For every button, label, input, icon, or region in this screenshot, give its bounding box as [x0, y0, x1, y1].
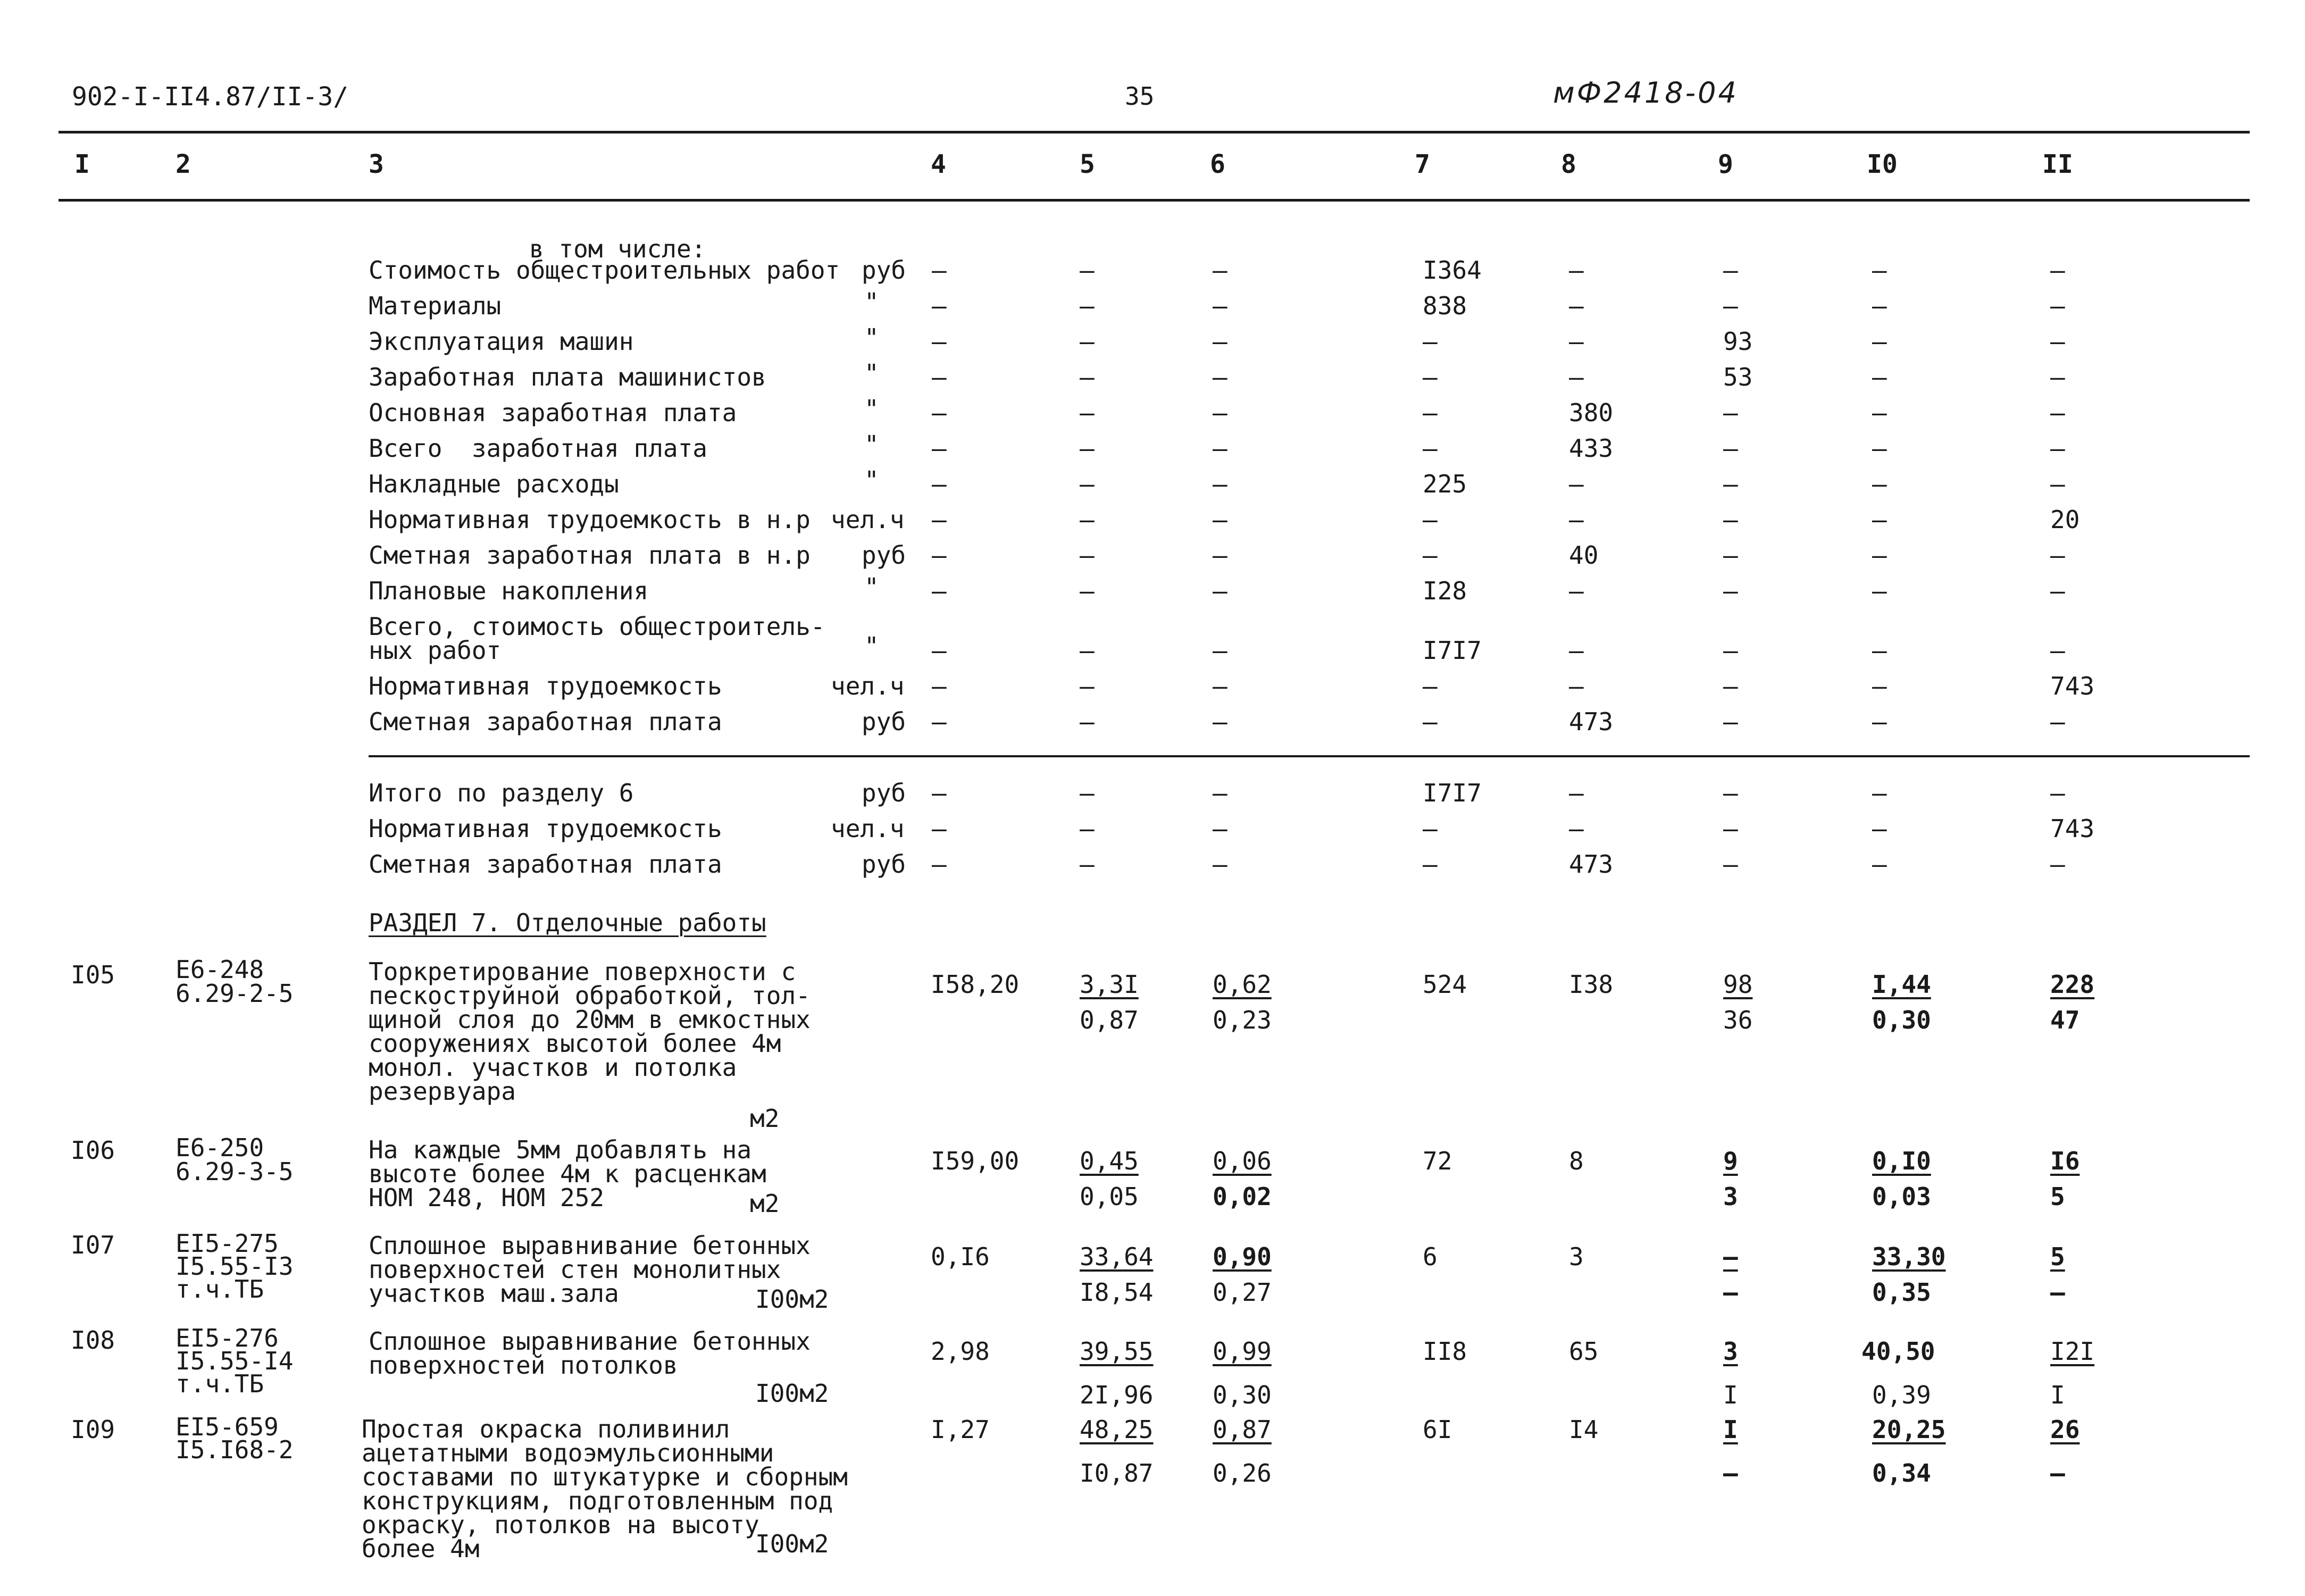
- item-unit: м2: [750, 1189, 780, 1218]
- cell-c6: –: [1213, 541, 1227, 570]
- cell-c10-top: 40,50: [1861, 1337, 1935, 1366]
- item-code: ЕI5-276: [176, 1324, 279, 1352]
- cell-c6-top: 0,87: [1213, 1415, 1272, 1444]
- row-unit: руб: [862, 850, 906, 879]
- item-code: ЕI5-659: [176, 1413, 279, 1441]
- col-header-5: 5: [1080, 149, 1095, 179]
- cell-c7: –: [1423, 707, 1438, 736]
- cell-c8: –: [1569, 672, 1584, 700]
- cell-c7: 524: [1423, 970, 1467, 999]
- cell-c5-top: 48,25: [1080, 1415, 1154, 1444]
- cell-c7: –: [1423, 850, 1438, 879]
- cell-c8: –: [1569, 470, 1584, 498]
- cell-c4: –: [932, 636, 947, 665]
- cell-c11: –: [2050, 398, 2065, 427]
- cell-c7: –: [1423, 672, 1438, 700]
- cell-c10: –: [1872, 636, 1887, 665]
- cell-c6: –: [1213, 779, 1227, 807]
- cell-c10: –: [1872, 779, 1887, 807]
- cell-c6: –: [1213, 363, 1227, 391]
- row-label: Основная заработная плата: [369, 398, 737, 427]
- cell-c7: –: [1423, 363, 1438, 391]
- item-unit: м2: [750, 1104, 780, 1133]
- cell-c5: –: [1080, 398, 1095, 427]
- cell-c7: –: [1423, 398, 1438, 427]
- cell-c9: –: [1723, 707, 1738, 736]
- cell-c10-top: 20,25: [1872, 1415, 1946, 1444]
- item-code-ref: 6.29-3-5: [176, 1157, 294, 1186]
- cell-c9-top: –: [1723, 1242, 1738, 1271]
- cell-c8: 40: [1569, 541, 1599, 570]
- cell-c5: –: [1080, 470, 1095, 498]
- row-unit: руб: [862, 541, 906, 570]
- cell-c9: –: [1723, 291, 1738, 320]
- cell-c11: –: [2050, 850, 2065, 879]
- row-unit: ": [864, 632, 879, 661]
- cell-c10-top: I,44: [1872, 970, 1931, 999]
- row-unit: руб: [862, 707, 906, 736]
- cell-c11: 743: [2050, 814, 2095, 843]
- cell-c11-bottom: I: [2050, 1381, 2065, 1409]
- cell-c4: –: [932, 505, 947, 534]
- cell-c5: –: [1080, 636, 1095, 665]
- cell-c9: –: [1723, 470, 1738, 498]
- cell-c6: –: [1213, 256, 1227, 285]
- cell-c7: 72: [1423, 1147, 1452, 1175]
- cell-c6: –: [1213, 434, 1227, 463]
- cell-c6-bottom: 0,27: [1213, 1278, 1272, 1307]
- cell-c9: 53: [1723, 363, 1753, 391]
- row-unit: ": [864, 359, 879, 388]
- cell-c6: –: [1213, 576, 1227, 605]
- cell-c4: –: [932, 850, 947, 879]
- cell-c9-bottom: –: [1723, 1459, 1738, 1488]
- cell-c7: –: [1423, 505, 1438, 534]
- item-code-ref: I5.55-I4: [176, 1347, 294, 1375]
- section-title: РАЗДЕЛ 7. Отделочные работы: [369, 908, 766, 937]
- item-number: I06: [71, 1136, 115, 1165]
- cell-c6: –: [1213, 850, 1227, 879]
- cell-c5-top: 0,45: [1080, 1147, 1139, 1175]
- cell-c10-top: 0,I0: [1872, 1147, 1931, 1175]
- cell-c6-top: 0,99: [1213, 1337, 1272, 1366]
- cell-c6-top: 0,62: [1213, 970, 1272, 999]
- header-top-rule: [59, 131, 2250, 133]
- cell-c8: 473: [1569, 707, 1614, 736]
- item-number: I07: [71, 1231, 115, 1259]
- cell-c9: –: [1723, 779, 1738, 807]
- cell-c11: –: [2050, 291, 2065, 320]
- cell-c8: –: [1569, 291, 1584, 320]
- handwritten-stamp: мФ2418-04: [1553, 76, 1739, 110]
- cell-c7: –: [1423, 814, 1438, 843]
- cell-c6-bottom: 0,26: [1213, 1459, 1272, 1488]
- row-label: Сметная заработная плата в н.р: [369, 541, 811, 570]
- col-header-9: 9: [1718, 149, 1733, 179]
- cell-c5: –: [1080, 779, 1095, 807]
- row-label: Всего заработная плата: [369, 434, 707, 463]
- cell-c11-top: I2I: [2050, 1337, 2095, 1366]
- cell-c4: –: [932, 541, 947, 570]
- cell-c10: –: [1872, 256, 1887, 285]
- col-header-3: 3: [369, 149, 384, 179]
- row-label-line1: Всего, стоимость общестроитель-: [369, 612, 825, 641]
- cell-c11: 743: [2050, 672, 2095, 700]
- cell-c11-top: 5: [2050, 1242, 2065, 1271]
- cell-c9: –: [1723, 256, 1738, 285]
- cell-c9-bottom: –: [1723, 1278, 1738, 1307]
- cell-c7: 6: [1423, 1242, 1438, 1271]
- row-label: Сметная заработная плата: [369, 850, 722, 879]
- item-description: Сплошное выравнивание бетонных поверхностей стен монолитных участков маш.зала: [369, 1231, 811, 1308]
- cell-c6-top: 0,06: [1213, 1147, 1272, 1175]
- cell-c4: –: [932, 327, 947, 356]
- cell-c7: II8: [1423, 1337, 1467, 1366]
- cell-c8: –: [1569, 327, 1584, 356]
- cell-c11-bottom: 47: [2050, 1006, 2080, 1034]
- cell-c6-bottom: 0,30: [1213, 1381, 1272, 1409]
- cell-c8: –: [1569, 505, 1584, 534]
- cell-c8: –: [1569, 576, 1584, 605]
- cell-c9-bottom: 36: [1723, 1006, 1753, 1034]
- cell-c10: –: [1872, 291, 1887, 320]
- cell-c6-bottom: 0,23: [1213, 1006, 1272, 1034]
- cell-c4: –: [932, 256, 947, 285]
- cell-c11: –: [2050, 434, 2065, 463]
- cell-c10-top: 33,30: [1872, 1242, 1946, 1271]
- cell-c11: 20: [2050, 505, 2080, 534]
- cell-c11: –: [2050, 779, 2065, 807]
- cell-c4: –: [932, 779, 947, 807]
- cell-c10: –: [1872, 814, 1887, 843]
- cell-c6: –: [1213, 636, 1227, 665]
- item-quantity: I59,00: [931, 1147, 1020, 1175]
- cell-c11: –: [2050, 327, 2065, 356]
- col-header-6: 6: [1210, 149, 1225, 179]
- cell-c5-bottom: 0,05: [1080, 1182, 1139, 1211]
- cell-c7: 6I: [1423, 1415, 1452, 1444]
- cell-c5: –: [1080, 327, 1095, 356]
- item-code-ref: I5.I68-2: [176, 1435, 294, 1464]
- row-unit: ": [864, 430, 879, 459]
- cell-c8: –: [1569, 636, 1584, 665]
- page-number: 35: [1125, 82, 1155, 111]
- cell-c4: –: [932, 398, 947, 427]
- cell-c5: –: [1080, 707, 1095, 736]
- cell-c6-bottom: 0,02: [1213, 1182, 1272, 1211]
- col-header-11: II: [2042, 149, 2073, 179]
- row-label: Накладные расходы: [369, 470, 619, 498]
- cell-c11-bottom: –: [2050, 1278, 2065, 1307]
- cell-c6: –: [1213, 814, 1227, 843]
- row-label: Эксплуатация машин: [369, 327, 634, 356]
- cell-c9: –: [1723, 398, 1738, 427]
- item-code-note: т.ч.ТБ: [176, 1369, 264, 1398]
- cell-c11: –: [2050, 636, 2065, 665]
- section-divider: [369, 755, 2250, 757]
- cell-c11-bottom: –: [2050, 1459, 2065, 1488]
- cell-c11-top: I6: [2050, 1147, 2080, 1175]
- cell-c9-bottom: 3: [1723, 1182, 1738, 1211]
- item-description: Простая окраска поливинил ацетатными водоэмульсионными составами по штукатурке и сборным конструкциям, подготовленным под окраску, потолков на высоту более 4м: [362, 1415, 848, 1563]
- cell-c5: –: [1080, 434, 1095, 463]
- row-unit: ": [864, 288, 879, 316]
- cell-c7: I28: [1423, 576, 1467, 605]
- cell-c11: –: [2050, 256, 2065, 285]
- cell-c9-top: 9: [1723, 1147, 1738, 1175]
- cell-c4: –: [932, 576, 947, 605]
- item-unit: I00м2: [755, 1530, 829, 1558]
- cell-c10-bottom: 0,34: [1872, 1459, 1931, 1488]
- cell-c8: 3: [1569, 1242, 1584, 1271]
- cell-c10-bottom: 0,35: [1872, 1278, 1931, 1307]
- cell-c11-top: 228: [2050, 970, 2095, 999]
- item-code-note: т.ч.ТБ: [176, 1275, 264, 1303]
- cell-c8: 473: [1569, 850, 1614, 879]
- col-header-4: 4: [931, 149, 946, 179]
- item-number: I09: [71, 1415, 115, 1444]
- cell-c5: –: [1080, 256, 1095, 285]
- item-code-ref: I5.55-I3: [176, 1252, 294, 1281]
- cell-c11-bottom: 5: [2050, 1182, 2065, 1211]
- item-code: Е6-248: [176, 955, 264, 984]
- cell-c8: –: [1569, 363, 1584, 391]
- cell-c6: –: [1213, 470, 1227, 498]
- cell-c10: –: [1872, 707, 1887, 736]
- cell-c5-bottom: 0,87: [1080, 1006, 1139, 1034]
- item-quantity: 2,98: [931, 1337, 990, 1366]
- cell-c5: –: [1080, 541, 1095, 570]
- cell-c9: –: [1723, 672, 1738, 700]
- row-unit: ": [864, 323, 879, 352]
- cell-c8: I38: [1569, 970, 1614, 999]
- item-quantity: 0,I6: [931, 1242, 990, 1271]
- cell-c7: –: [1423, 434, 1438, 463]
- item-description: Сплошное выравнивание бетонных поверхностей потолков: [369, 1327, 811, 1380]
- cell-c10: –: [1872, 850, 1887, 879]
- cell-c9: 93: [1723, 327, 1753, 356]
- cell-c5-bottom: I8,54: [1080, 1278, 1154, 1307]
- cell-c8: –: [1569, 779, 1584, 807]
- cell-c9-bottom: I: [1723, 1381, 1738, 1409]
- cell-c8: –: [1569, 814, 1584, 843]
- cell-c10: –: [1872, 470, 1887, 498]
- item-number: I08: [71, 1326, 115, 1355]
- cell-c7: I7I7: [1423, 636, 1482, 665]
- cell-c10: –: [1872, 363, 1887, 391]
- header-bottom-rule: [59, 199, 2250, 202]
- cell-c11: –: [2050, 363, 2065, 391]
- row-label: Материалы: [369, 291, 502, 320]
- cell-c6-top: 0,90: [1213, 1242, 1272, 1271]
- summary-intro: в том числе:: [529, 235, 706, 263]
- cell-c7: 225: [1423, 470, 1467, 498]
- col-header-2: 2: [176, 149, 191, 179]
- cell-c6: –: [1213, 327, 1227, 356]
- cell-c4: –: [932, 434, 947, 463]
- cell-c8: I4: [1569, 1415, 1599, 1444]
- cell-c4: –: [932, 672, 947, 700]
- cell-c5: –: [1080, 505, 1095, 534]
- row-unit: чел.ч: [831, 505, 905, 534]
- row-unit: ": [864, 573, 879, 601]
- item-description: На каждые 5мм добавлять на высоте более 4м к расценкам НОМ 248, НОМ 252: [369, 1135, 766, 1212]
- cell-c11: –: [2050, 576, 2065, 605]
- cell-c11-top: 26: [2050, 1415, 2080, 1444]
- row-unit: ": [864, 466, 879, 495]
- cell-c9: –: [1723, 814, 1738, 843]
- cell-c8: 380: [1569, 398, 1614, 427]
- cell-c7: –: [1423, 327, 1438, 356]
- row-unit: ": [864, 395, 879, 423]
- col-header-8: 8: [1561, 149, 1576, 179]
- col-header-10: I0: [1867, 149, 1898, 179]
- row-label: Сметная заработная плата: [369, 707, 722, 736]
- cell-c5: –: [1080, 672, 1095, 700]
- cell-c5: –: [1080, 576, 1095, 605]
- cell-c5-bottom: 2I,96: [1080, 1381, 1154, 1409]
- item-quantity: I58,20: [931, 970, 1020, 999]
- cell-c4: –: [932, 707, 947, 736]
- cell-c4: –: [932, 363, 947, 391]
- item-number: I05: [71, 960, 115, 989]
- item-quantity: I,27: [931, 1415, 990, 1444]
- cell-c5: –: [1080, 291, 1095, 320]
- cell-c7: I7I7: [1423, 779, 1482, 807]
- row-label: Нормативная трудоемкость: [369, 672, 722, 700]
- cell-c10: –: [1872, 576, 1887, 605]
- row-unit: чел.ч: [831, 814, 905, 843]
- cell-c9: –: [1723, 850, 1738, 879]
- cell-c11: –: [2050, 707, 2065, 736]
- cell-c10: –: [1872, 398, 1887, 427]
- cell-c9: –: [1723, 505, 1738, 534]
- cell-c5-top: 33,64: [1080, 1242, 1154, 1271]
- cell-c9: –: [1723, 576, 1738, 605]
- cell-c9-top: I: [1723, 1415, 1738, 1444]
- item-code: Е6-250: [176, 1133, 264, 1162]
- cell-c10-bottom: 0,39: [1872, 1381, 1931, 1409]
- cell-c7: –: [1423, 541, 1438, 570]
- row-unit: руб: [862, 256, 906, 285]
- cell-c4: –: [932, 291, 947, 320]
- cell-c9: –: [1723, 541, 1738, 570]
- row-label: Нормативная трудоемкость: [369, 814, 722, 843]
- row-label-line2: ных работ: [369, 636, 502, 665]
- cell-c9: –: [1723, 434, 1738, 463]
- col-header-7: 7: [1415, 149, 1430, 179]
- cell-c9-top: 3: [1723, 1337, 1738, 1366]
- cell-c10: –: [1872, 541, 1887, 570]
- cell-c9-top: 98: [1723, 970, 1753, 999]
- cell-c11: –: [2050, 541, 2065, 570]
- item-code: ЕI5-275: [176, 1229, 279, 1258]
- cell-c10: –: [1872, 505, 1887, 534]
- doc-code: 902-I-II4.87/II-3/: [72, 82, 349, 112]
- cell-c10-bottom: 0,30: [1872, 1006, 1931, 1034]
- cell-c5-top: 39,55: [1080, 1337, 1154, 1366]
- cell-c6: –: [1213, 505, 1227, 534]
- cell-c10: –: [1872, 672, 1887, 700]
- cell-c10: –: [1872, 327, 1887, 356]
- row-label: Нормативная трудоемкость в н.р: [369, 505, 811, 534]
- cell-c4: –: [932, 814, 947, 843]
- cell-c8: 433: [1569, 434, 1614, 463]
- row-label: Стоимость общестроительных работ: [369, 256, 840, 285]
- cell-c5: –: [1080, 814, 1095, 843]
- cell-c6: –: [1213, 291, 1227, 320]
- cell-c6: –: [1213, 672, 1227, 700]
- cell-c8: 8: [1569, 1147, 1584, 1175]
- row-unit: руб: [862, 779, 906, 807]
- cell-c5-bottom: I0,87: [1080, 1459, 1154, 1488]
- cell-c7: I364: [1423, 256, 1482, 285]
- item-unit: I00м2: [755, 1285, 829, 1314]
- cell-c5-top: 3,3I: [1080, 970, 1139, 999]
- cell-c6: –: [1213, 398, 1227, 427]
- cell-c10-bottom: 0,03: [1872, 1182, 1931, 1211]
- cell-c5: –: [1080, 363, 1095, 391]
- row-label: Итого по разделу 6: [369, 779, 634, 807]
- row-label: Заработная плата машинистов: [369, 363, 766, 391]
- cell-c10: –: [1872, 434, 1887, 463]
- cell-c6: –: [1213, 707, 1227, 736]
- cell-c5: –: [1080, 850, 1095, 879]
- item-description: Торкретирование поверхности с пескоструйной обработкой, тол- щиной слоя до 20мм в емкостных сооружениях высотой более 4м монол. участков и потолка резервуара: [369, 957, 811, 1106]
- col-header-1: I: [74, 149, 90, 179]
- row-unit: чел.ч: [831, 672, 905, 700]
- row-label: Плановые накопления: [369, 576, 649, 605]
- cell-c8: 65: [1569, 1337, 1599, 1366]
- cell-c9: –: [1723, 636, 1738, 665]
- item-unit: I00м2: [755, 1379, 829, 1408]
- cell-c11: –: [2050, 470, 2065, 498]
- cell-c8: –: [1569, 256, 1584, 285]
- cell-c7: 838: [1423, 291, 1467, 320]
- item-code-ref: 6.29-2-5: [176, 979, 294, 1008]
- cell-c4: –: [932, 470, 947, 498]
